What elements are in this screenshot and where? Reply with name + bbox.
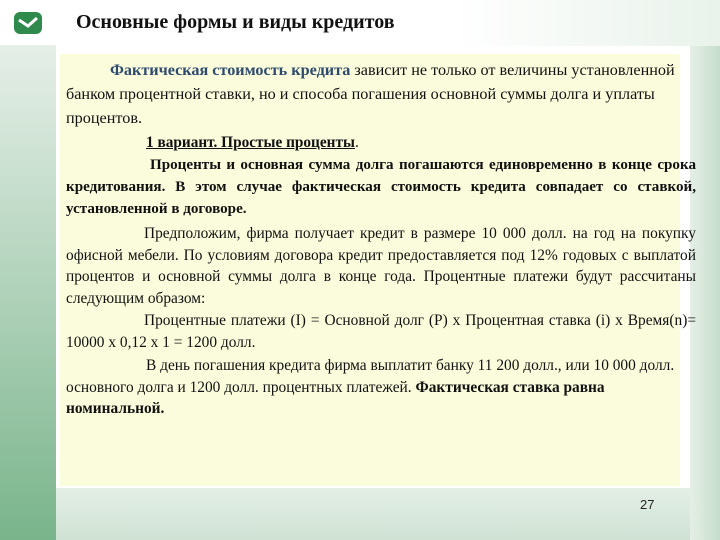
intro-text: зависит не только от величины установленной банком процентной ставки, но и способа погашения основной суммы долга и уплаты процентов. (66, 61, 675, 127)
paragraph-intro (66, 58, 696, 130)
bottom-decor-bar (56, 488, 690, 540)
bank-logo-icon (8, 8, 48, 44)
variant-heading: 1 вариант. Простые проценты (146, 134, 355, 151)
conclusion-bold: Фактическая ставка равна номинальной. (66, 378, 605, 417)
content-text (66, 58, 696, 420)
highlight-term: Фактическая стоимость кредита (110, 61, 351, 79)
variant-dot: . (354, 134, 359, 151)
paragraph-conclusion (66, 355, 696, 420)
paragraph-formula: Процентные платежи (I) = Основной долг (P) x Процентная ставка (i) x Время(n)= 10000 x 0,12 x 1 = 1200 долл. (66, 312, 696, 351)
paragraph-definition: Проценты и основная сумма долга погашаются единовременно в конце срока кредитования. В этом случае фактическая стоимость кредита совпадает со ставкой, установленной в договоре. (66, 157, 696, 217)
page-title: Основные формы и виды кредитов (76, 11, 395, 33)
paragraph-variant (66, 132, 696, 154)
page-number: 27 (640, 497, 655, 512)
left-sidebar (0, 0, 56, 540)
paragraph-example: Предположим, фирма получает кредит в размере 10 000 долл. на год на покупку офисной мебели. По условиям договора кредит предоставляется под 12% годовых с выплатой процентов и основной суммы долга в конце года. Процентные платежи будут рассчитаны следующим образом: (66, 225, 696, 307)
conclusion-text: В день погашения кредита фирма выплатит банку 11 200 долл., или 10 000 долл. основного долга и 1200 долл. процентных платежей. (66, 357, 675, 396)
